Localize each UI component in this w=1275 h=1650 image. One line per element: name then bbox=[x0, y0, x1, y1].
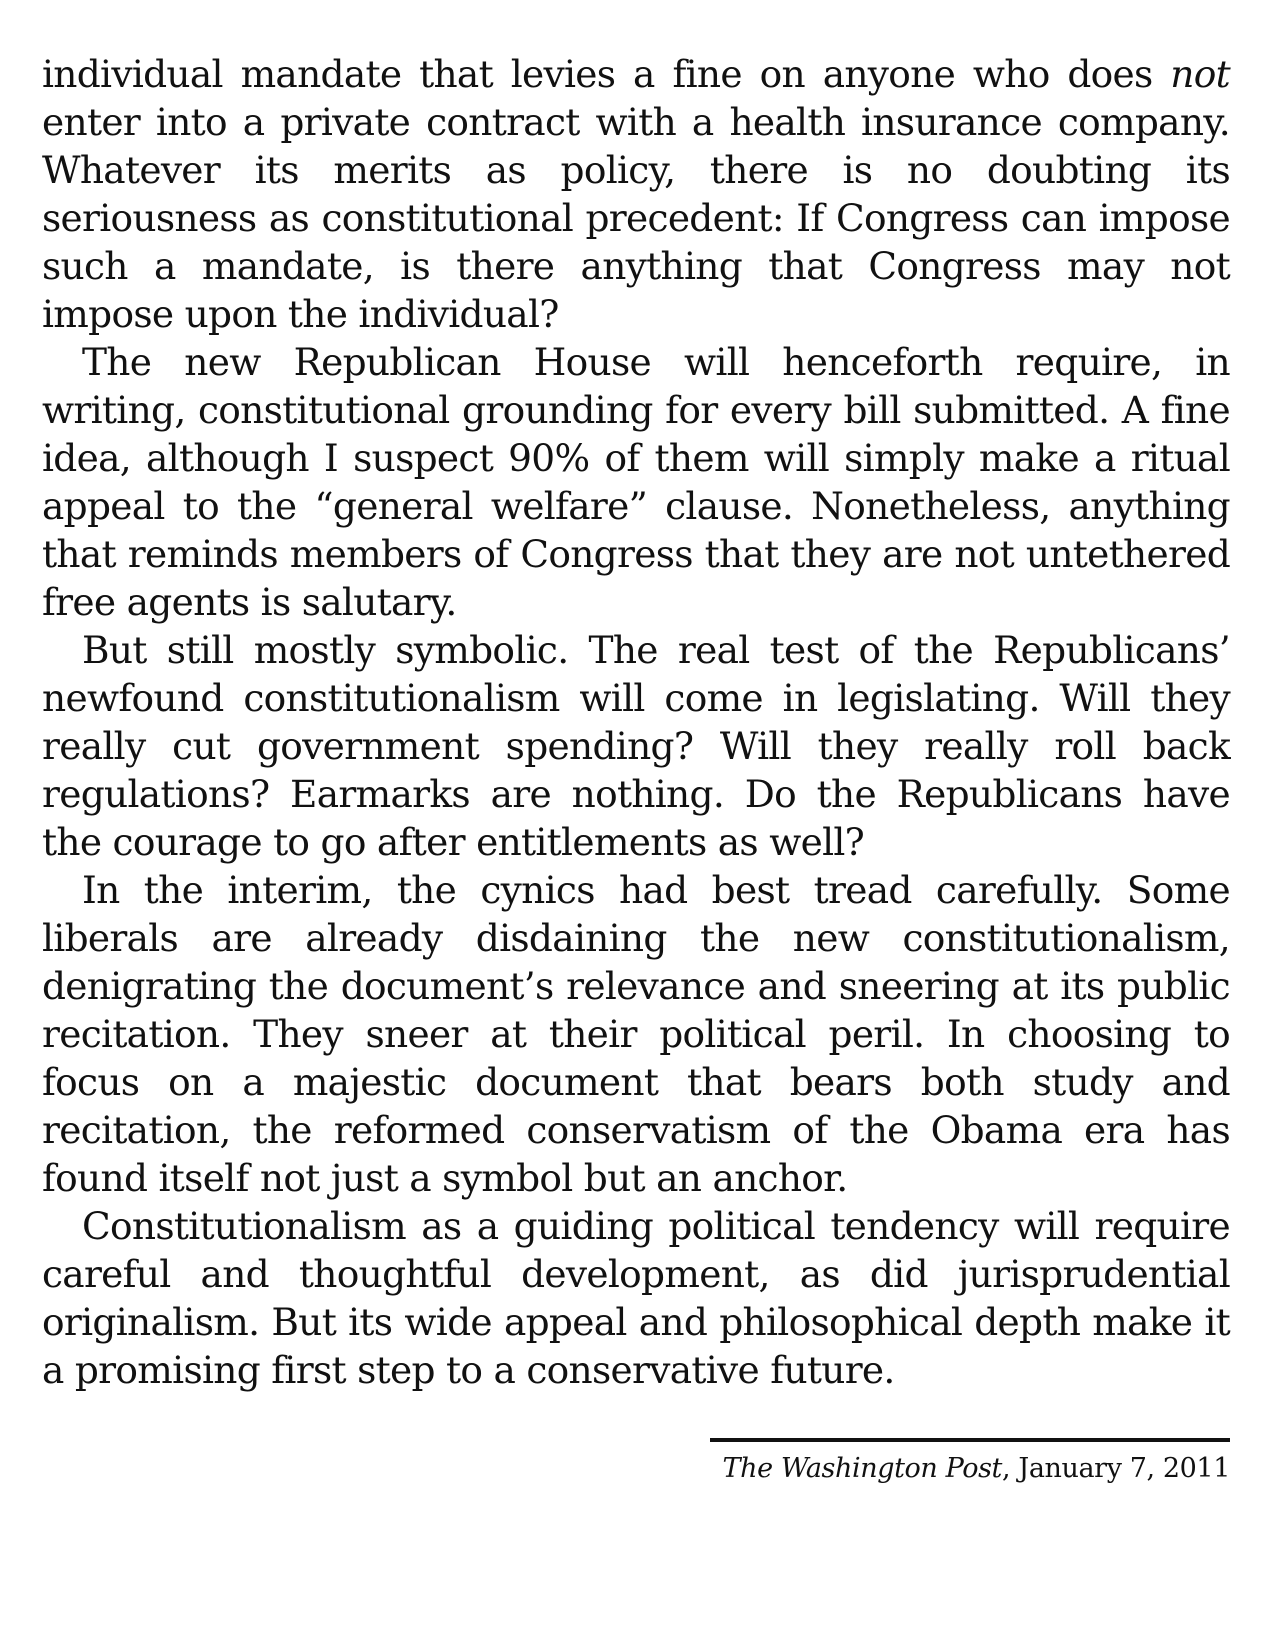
source-line bbox=[710, 1452, 1230, 1486]
emphasis-not: not bbox=[1170, 52, 1230, 96]
paragraph-2: The new Republican House will henceforth require, in writing, constitutional grounding for every bill submitted. A fine idea, although I suspect 90% of them will simply make a ritual appeal to the “general welfare” clause. Nonetheless, anything that reminds members of Congress that they are not untethered free agents is salutary. bbox=[42, 340, 1230, 624]
paragraph-5: Constitutionalism as a guiding political tendency will require careful and thoughtful development, as did jurisprudential originalism. But its wide appeal and philosophical depth make it a promising first step to a conservative future. bbox=[42, 1204, 1230, 1392]
source-publication: The Washington Post bbox=[722, 1453, 1003, 1484]
article-body bbox=[42, 50, 1230, 1394]
source-citation bbox=[710, 1438, 1230, 1486]
paragraph-1-text-b: enter into a private contract with a health insurance company. Whatever its merits as policy, there is no doubting its seriousness as constitutional precedent: If Congress can impose such a mandate, is there anything that Congress may not impose upon the individual? bbox=[42, 100, 1230, 336]
paragraph-3: But still mostly symbolic. The real test of the Republicans’ newfound constitutionalism will come in legislating. Will they really cut government spending? Will they really roll back regulations? Earmarks are nothing. Do the Republicans have the courage to go after entitlements as well? bbox=[42, 628, 1230, 864]
source-date: January 7, 2011 bbox=[1018, 1453, 1230, 1484]
paragraph-4: In the interim, the cynics had best tread carefully. Some liberals are already disdaining the new constitutionalism, denigrating the document’s relevance and sneering at its public recitation. They sneer at their political peril. In choosing to focus on a majestic document that bears both study and recitation, the reformed conservatism of the Obama era has found itself not just a symbol but an anchor. bbox=[42, 868, 1230, 1200]
source-separator: , bbox=[1002, 1453, 1019, 1484]
paragraph-1-text-a: individual mandate that levies a fine on anyone who does bbox=[42, 52, 1171, 96]
paragraph-1 bbox=[42, 50, 1230, 338]
source-divider bbox=[710, 1438, 1230, 1442]
